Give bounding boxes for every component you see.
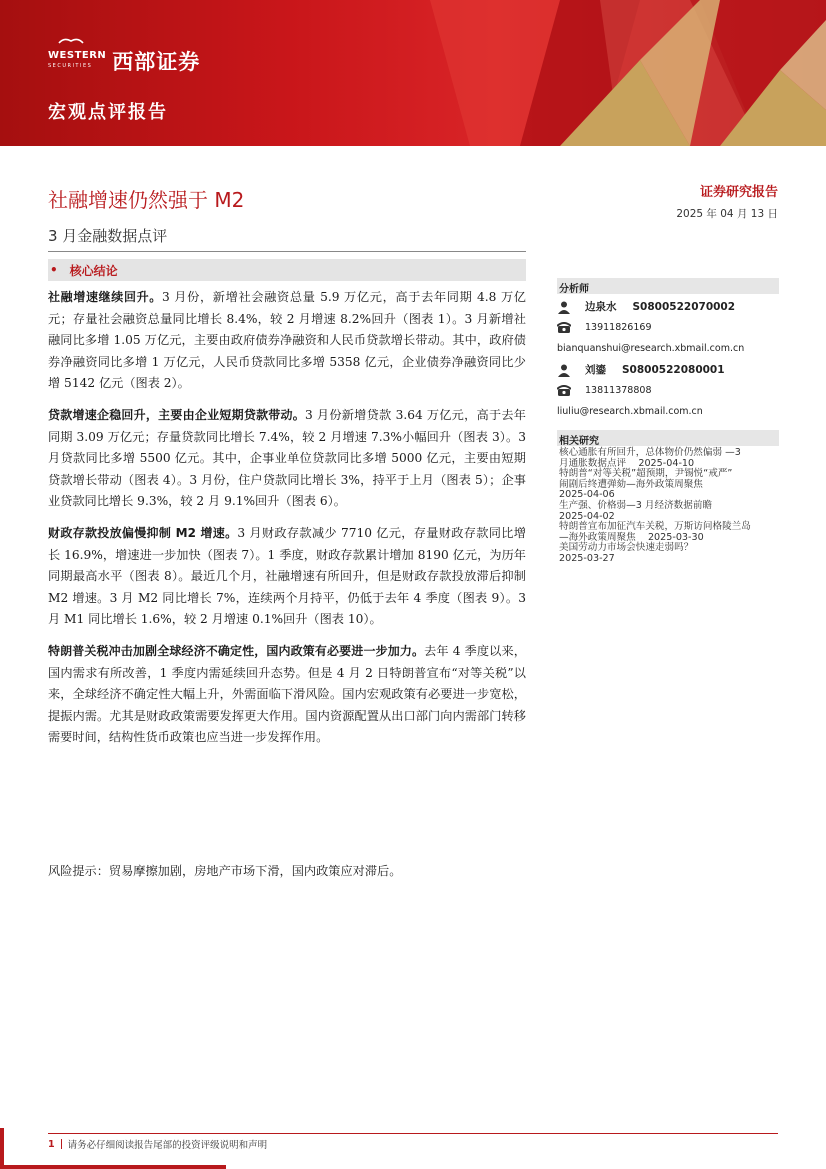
core-conclusion-header: [48, 259, 526, 281]
related-line[interactable]: 闹剧后终遭弹劾—海外政策周聚焦: [559, 478, 703, 490]
logo-chinese: 西部证券: [112, 50, 201, 74]
related-line[interactable]: 月通胀数据点评 2025-04-10: [559, 457, 695, 469]
paragraph-lead: 特朗普关税冲击加剧全球经济不确定性，国内政策有必要进一步加力。: [48, 643, 425, 658]
paragraph-lead: 贷款增速企稳回升，主要由企业短期贷款带动。: [48, 407, 306, 422]
related-line[interactable]: 特朗普宣布加征汽车关税，万斯访问格陵兰岛: [559, 521, 751, 533]
analyst-phone: 13811378808: [585, 385, 652, 396]
logo-english: WESTERN SECURITIES: [48, 50, 107, 69]
related-line[interactable]: 特朗普“对等关税”超预期，尹锡悦“戒严”: [559, 468, 733, 480]
related-line[interactable]: —海外政策周聚焦 2025-03-30: [559, 531, 704, 543]
analyst-row: [557, 401, 779, 422]
person-icon: [557, 363, 571, 377]
header-banner: [0, 0, 826, 146]
footer-note: 请务必仔细阅读报告尾部的投资评级说明和声明: [67, 1140, 268, 1151]
report-tag: 证券研究报告: [699, 185, 778, 200]
analyst-phone: 13911826169: [585, 322, 652, 333]
analyst-name: 边泉水: [585, 301, 617, 313]
related-line[interactable]: 生产强、价格弱—3 月经济数据前瞻: [559, 499, 713, 511]
analyst-name: 刘鎏: [585, 364, 606, 376]
analyst-row: [557, 338, 779, 359]
person-icon: [557, 300, 571, 314]
analyst-row: [557, 317, 779, 338]
sidebar: [557, 278, 779, 565]
analyst-email[interactable]: bianquanshui@research.xbmail.com.cn: [557, 343, 745, 354]
logo-bull-icon: [58, 37, 84, 47]
phone-icon: [557, 384, 571, 398]
phone-icon: [557, 321, 571, 335]
company-logo: [48, 46, 200, 76]
risk-warning: 风险提示：贸易摩擦加剧，房地产市场下滑，国内政策应对滞后。: [48, 864, 402, 878]
analyst-email[interactable]: liuliu@research.xbmail.com.cn: [557, 406, 703, 417]
paragraph-body: 3 月份新增贷款 3.64 万亿元，高于去年同期 3.09 万亿元；存量贷款同比增长 7.4%，较 2 月增速 7.3%小幅回升（图表 3）。3 月贷款同比多增 5500 亿元。其中，企事业单位贷款同比多增 5000 亿元，主要由短期贷款增长带动（图表 4）。3 月份，住户贷款同比增长 3%，持平于上月（图表 5）；企事业贷款同比增长 9.3%，较 2 月 9.1%回升（图表 6）。: [48, 407, 526, 509]
analyst-cert: S0800522070002: [632, 300, 736, 313]
report-title: 社融增速仍然强于 M2: [48, 188, 245, 212]
core-conclusion-label: 核心结论: [69, 263, 118, 278]
related-line[interactable]: 2025-03-27: [559, 552, 615, 564]
report-date: 2025 年 04 月 13 日: [676, 208, 778, 220]
paragraph-body: 3 月份，新增社会融资总量 5.9 万亿元，高于去年同期 4.8 万亿元；存量社会融资总量同比增长 8.4%，较 2 月增速 8.2%回升（图表 1）。3 月新增社融同比多增 1.05 万亿元，主要由政府债券净融资和人民币贷款增长带动。其中，政府债券净融资同比多增 1 万亿元，人民币贷款同比多增 5358 亿元，企业债券净融资同比少增 5142 亿元（图表 2）。: [48, 290, 526, 391]
analyst-row: [557, 380, 779, 401]
analyst-header: 分析师: [557, 278, 779, 294]
related-line[interactable]: 2025-04-02: [559, 510, 615, 522]
paragraph: [48, 405, 526, 513]
paragraph-lead: 社融增速继续回升。: [48, 290, 162, 304]
paragraph-lead: 财政存款投放偏慢抑制 M2 增速。: [48, 525, 238, 540]
report-subtitle: 3 月金融数据点评: [48, 227, 168, 245]
paragraph-body: 去年 4 季度以来，国内需求有所改善，1 季度内需延续回升态势。但是 4 月 2 日特朗普宣布“对等关税”以来，全球经济不确定性大幅上升，外需面临下滑风险。国内宏观政策有必要进一步宽松，提振内需。尤其是财政政策需要发挥更大作用。国内资源配置从出口部门向内需部门转移需要时间，结构性货币政策也应当进一步发挥作用。: [48, 643, 526, 745]
related-research-list: [557, 448, 779, 565]
paragraph: [48, 641, 526, 749]
paragraph: [48, 523, 526, 631]
related-research-header: 相关研究: [557, 430, 779, 446]
paragraph-body: 3 月财政存款减少 7710 亿元，存量财政存款同比增长 16.9%，增速进一步加快（图表 7）。1 季度，财政存款累计增加 8190 亿元，为历年同期最高水平（图表 8）。最近几个月，社融增速有所回升，但是财政存款投放滞后抑制 M2 增速。3 月 M2 同比增长 7%，连续两个月持平，仍低于去年 4 季度（图表 9）。3 月 M1 同比增长 1.6%，较 2 月增速 0.1%回升（图表 10）。: [48, 525, 526, 627]
report-type: 宏观点评报告: [48, 102, 168, 123]
main-content: [48, 287, 526, 759]
corner-decoration: [0, 1128, 226, 1169]
related-line[interactable]: 核心通胀有所回升，总体物价仍然偏弱 —3: [559, 447, 741, 458]
analyst-row: [557, 296, 779, 317]
related-line[interactable]: 2025-04-06: [559, 489, 615, 501]
page-number: 1: [48, 1138, 55, 1150]
bullet-icon: •: [50, 263, 58, 277]
title-divider: [48, 251, 526, 252]
paragraph: [48, 287, 526, 395]
analyst-cert: S0800522080001: [622, 363, 725, 376]
related-line[interactable]: 美国劳动力市场会快速走弱吗？: [559, 542, 694, 554]
analyst-row: [557, 359, 779, 380]
